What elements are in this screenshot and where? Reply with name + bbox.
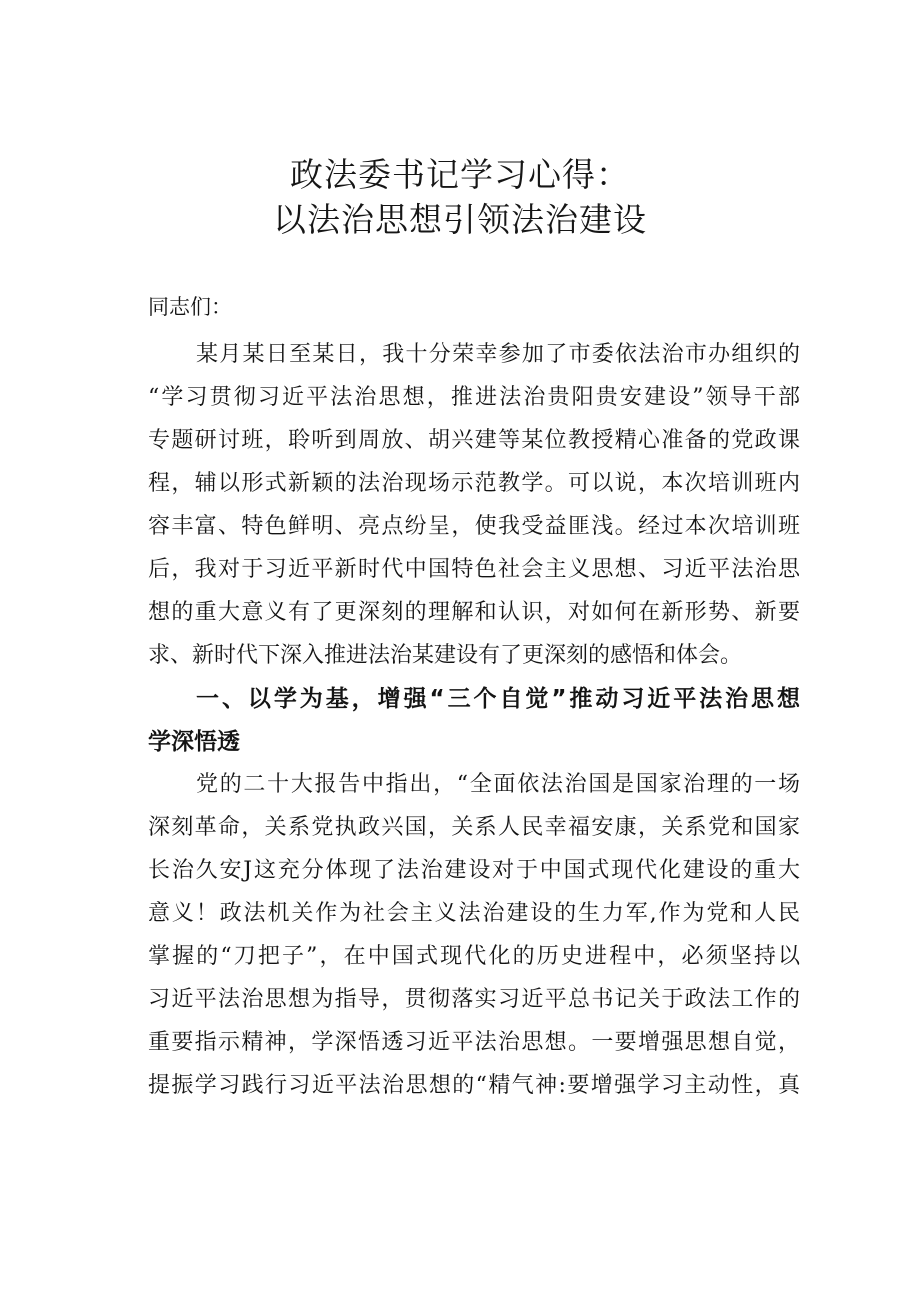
section-heading-1-line: 学深悟透	[148, 729, 240, 755]
document-title-line-2: 以法治思想引领法治建设	[273, 200, 647, 239]
paragraph-1-line: 求、新时代下深入推进法治某建设有了更深刻的感悟和体会。	[148, 643, 743, 668]
paragraph-2-line: 重要指示精神，学深悟透习近平法治思想。一要增强思想自觉，	[148, 1030, 800, 1055]
paragraph-1-line: 程，辅以形式新颖的法治现场示范教学。可以说，本次培训班内	[148, 471, 800, 496]
paragraph-1-line: 容丰富、特色鲜明、亮点纷呈，使我受益匪浅。经过本次培训班	[148, 514, 800, 539]
paragraph-1-line: 后，我对于习近平新时代中国特色社会主义思想、习近平法治思	[148, 557, 800, 582]
paragraph-1-line: 想的重大意义有了更深刻的理解和认识，对如何在新形势、新要	[148, 600, 800, 625]
paragraph-2-line: 深刻革命，关系党执政兴国，关系人民幸福安康，关系党和国家	[148, 815, 800, 840]
paragraph-2-line: 掌握的“刀把子”，在中国式现代化的历史进程中，必须坚持以	[148, 944, 800, 969]
paragraph-2-line: 长治久安J这充分体现了法治建设对于中国式现代化建设的重大	[148, 858, 800, 883]
paragraph-1-line: 专题研讨班，聆听到周放、胡兴建等某位教授精心准备的党政课	[148, 428, 800, 453]
paragraph-2-line: 习近平法治思想为指导，贯彻落实习近平总书记关于政法工作的	[148, 987, 800, 1012]
paragraph-2-line: 党的二十大报告中指出，“全面依法治国是国家治理的一场	[196, 772, 800, 797]
document-title-line-1: 政法委书记学习心得：	[290, 155, 630, 194]
paragraph-1-line: “学习贯彻习近平法治思想，推进法治贵阳贵安建设”领导干部	[148, 385, 800, 410]
paragraph-2-line: 提振学习践行习近平法治思想的“精气神:要增强学习主动性，真	[148, 1073, 800, 1098]
paragraph-2-line: 意义！政法机关作为社会主义法治建设的生力军,作为党和人民	[148, 901, 800, 926]
salutation: 同志们：	[148, 295, 232, 319]
paragraph-1-line: 某月某日至某日，我十分荣幸参加了市委依法治市办组织的	[196, 342, 800, 367]
section-heading-1-line: 一、以学为基，增强“三个自觉”推动习近平法治思想	[196, 686, 800, 712]
